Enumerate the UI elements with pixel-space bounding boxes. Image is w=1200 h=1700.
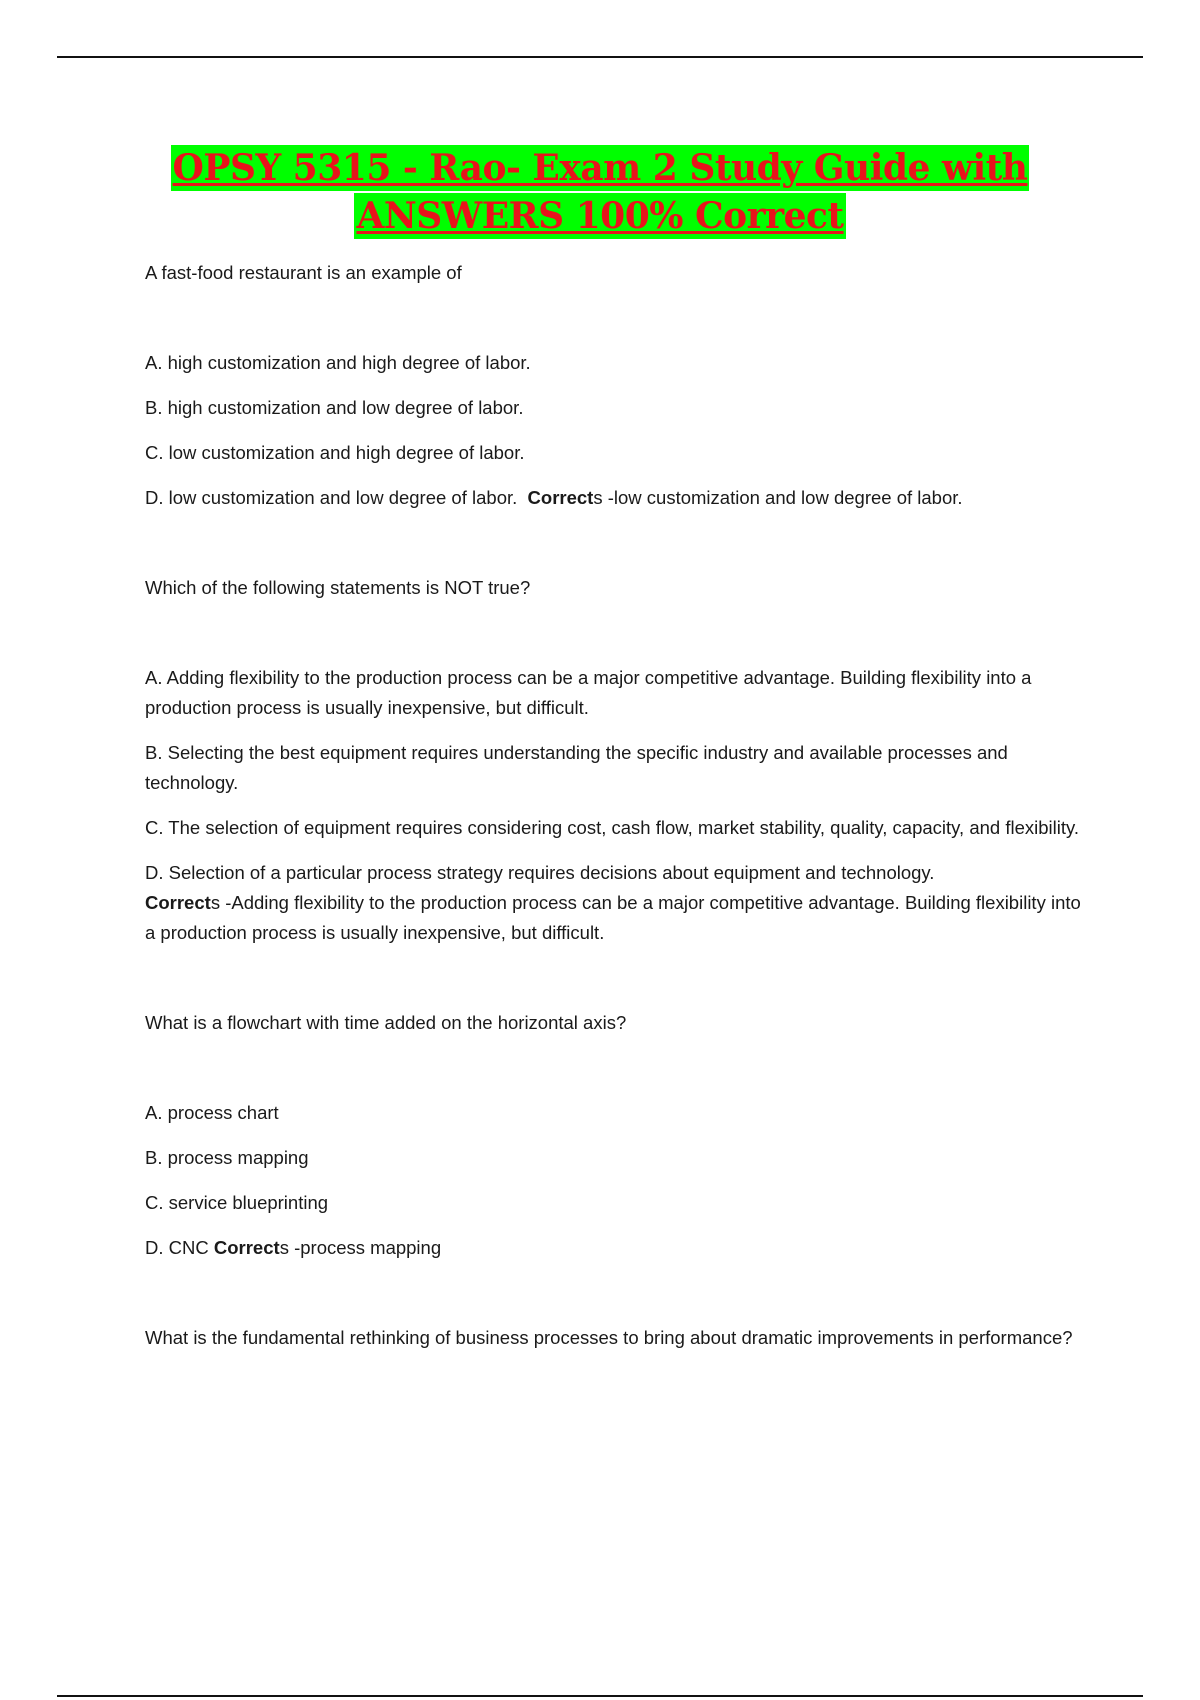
correct-label: Correct — [527, 487, 594, 508]
answer-option-with-answer — [145, 483, 1095, 513]
question-block — [145, 258, 1095, 513]
answer-option: A. process chart — [145, 1102, 279, 1123]
correct-label: Correct — [213, 1237, 280, 1258]
answer-option: C. The selection of equipment requires considering cost, cash flow, market stability, quality, capacity, and flexibility. — [145, 817, 1080, 838]
answer-option-with-answer — [145, 858, 1095, 948]
correct-answer: s -low customization and low degree of labor. — [593, 487, 963, 508]
question-text: What is a flowchart with time added on the horizontal axis? — [145, 1012, 627, 1033]
answer-option: C. low customization and high degree of labor. — [145, 442, 525, 463]
answer-option: B. Selecting the best equipment requires understanding the specific industry and available processes and technology. — [145, 742, 1008, 793]
answer-option-with-answer — [145, 1233, 1095, 1263]
top-rule — [57, 56, 1143, 58]
answer-option: A. high customization and high degree of labor. — [145, 352, 531, 373]
answer-option: C. service blueprinting — [145, 1192, 329, 1213]
question-block — [145, 1323, 1095, 1353]
correct-label: Correct — [145, 892, 211, 913]
bottom-rule — [57, 1695, 1143, 1697]
correct-answer: s -Adding flexibility to the production process can be a major competitive advantage. Building flexibility into a production process is usually inexpensive, but difficult. — [145, 892, 1081, 943]
answer-option-text: D. Selection of a particular process strategy requires decisions about equipment and technology. — [145, 862, 935, 883]
answer-option-text: D. CNC — [145, 1237, 209, 1258]
question-block — [145, 573, 1095, 948]
document-title — [0, 145, 1200, 239]
title-line-1: OPSY 5315 - Rao- Exam 2 Study Guide with — [172, 147, 1028, 189]
answer-option-text: D. low customization and low degree of labor. — [145, 487, 518, 508]
title-line-2: ANSWERS 100% Correct — [356, 195, 844, 237]
document-body — [145, 258, 1095, 1413]
question-text: A fast-food restaurant is an example of — [145, 262, 462, 283]
answer-option: B. high customization and low degree of labor. — [145, 397, 524, 418]
answer-option: A. Adding flexibility to the production process can be a major competitive advantage. Building flexibility into a production process is usually inexpensive, but difficult. — [145, 667, 1032, 718]
question-text: Which of the following statements is NOT true? — [145, 577, 531, 598]
question-block — [145, 1008, 1095, 1263]
correct-answer: s -process mapping — [279, 1237, 442, 1258]
answer-option: B. process mapping — [145, 1147, 309, 1168]
question-text: What is the fundamental rethinking of business processes to bring about dramatic improvements in performance? — [145, 1327, 1073, 1348]
